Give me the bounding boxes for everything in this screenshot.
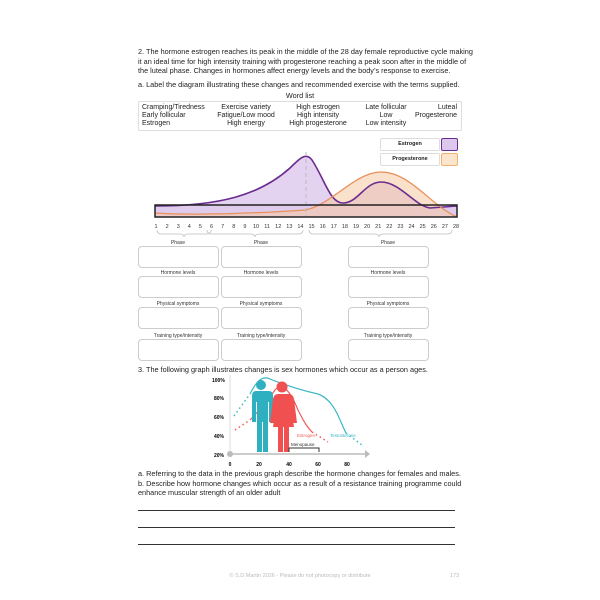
legend-progesterone-swatch xyxy=(441,153,458,166)
page-number: 173 xyxy=(450,573,460,579)
day-label: 3 xyxy=(176,224,180,230)
answer-box[interactable] xyxy=(221,307,302,329)
box-label: Hormone levels xyxy=(243,270,279,276)
day-label: 24 xyxy=(408,224,415,230)
day-label: 16 xyxy=(319,224,326,230)
y-tick: 80% xyxy=(214,396,225,402)
question-3-text: 3. The following graph illustrates changes is sex hormones which occur as a person ages. xyxy=(138,365,428,374)
day-label: 14 xyxy=(297,224,304,230)
day-label: 2 xyxy=(165,224,169,230)
y-tick: 60% xyxy=(214,415,225,421)
answer-box[interactable] xyxy=(348,276,429,298)
word: High estrogen xyxy=(296,104,340,111)
answer-box[interactable] xyxy=(221,339,302,361)
footer-copyright: © S.D Martin 2026 - Please do not photocopy or distribute xyxy=(229,573,371,579)
answer-box[interactable] xyxy=(348,339,429,361)
day-label: 11 xyxy=(264,224,270,230)
q2-line: it an ideal time for high intensity training with progesterone reaching a peak soon after in the middle of xyxy=(138,56,467,66)
word: Low intensity xyxy=(365,120,407,128)
q2-line: 2. The hormone estrogen reaches its peak in the middle of the 28 day female reproductive cycle making xyxy=(138,47,473,56)
answer-line[interactable] xyxy=(138,510,455,511)
word: Fatigue/Low mood xyxy=(217,112,275,120)
brace-late-follicular xyxy=(207,230,303,237)
menopause-bracket xyxy=(289,448,319,452)
answer-box[interactable] xyxy=(138,307,219,329)
menopause-label: Menopause xyxy=(291,442,315,447)
legend-progesterone: Progesterone xyxy=(380,153,440,166)
day-label: 18 xyxy=(341,224,348,230)
day-label: 27 xyxy=(441,224,448,230)
x-axis-arrow xyxy=(365,450,370,458)
testosterone-dotted-early xyxy=(234,394,250,416)
word: High intensity xyxy=(296,112,340,120)
word: Progesterone xyxy=(414,112,457,120)
day-label: 7 xyxy=(221,224,225,230)
word: Exercise variety xyxy=(221,104,271,111)
day-label: 6 xyxy=(210,224,214,230)
answer-box[interactable] xyxy=(138,246,219,268)
estrogen-dotted-early xyxy=(235,420,250,430)
day-label: 25 xyxy=(419,224,426,230)
box-label: Hormone levels xyxy=(160,270,196,276)
estrogen-curve-label: Estrogen xyxy=(297,433,316,438)
age-hormone-graph xyxy=(0,370,600,470)
word: Cramping/Tiredness xyxy=(142,104,205,111)
answer-box[interactable] xyxy=(221,276,302,298)
answer-line[interactable] xyxy=(138,527,455,528)
box-label: Training type/intensity xyxy=(236,333,286,339)
answer-box[interactable] xyxy=(138,276,219,298)
day-label: 22 xyxy=(386,224,393,230)
answer-box[interactable] xyxy=(348,307,429,329)
q3-part-a: a. Referring to the data in the previous graph describe the hormone changes for females and males. xyxy=(138,469,461,478)
x-tick: 20 xyxy=(256,462,262,468)
y-tick: 40% xyxy=(214,434,225,440)
origin-dot xyxy=(227,451,233,457)
word-list-title: Word list xyxy=(285,90,315,100)
answer-line[interactable] xyxy=(138,544,455,545)
answer-box[interactable] xyxy=(138,339,219,361)
word: Low xyxy=(379,112,393,120)
word: Early follicular xyxy=(142,112,186,120)
x-tick: 40 xyxy=(286,462,292,468)
day-label: 26 xyxy=(430,224,437,230)
y-tick: 20% xyxy=(214,453,225,459)
male-figure-icon xyxy=(252,380,273,452)
day-label: 13 xyxy=(286,224,293,230)
word: Late follicular xyxy=(365,104,407,111)
day-label: 8 xyxy=(232,224,236,230)
box-label: Training type/intensity xyxy=(153,333,203,339)
answer-box[interactable] xyxy=(348,246,429,268)
day-label: 20 xyxy=(364,224,371,230)
box-label: Physical symptoms xyxy=(239,301,283,307)
q2-part-a: a. Label the diagram illustrating these changes and recommended exercise with the terms supplied. xyxy=(138,80,460,89)
day-label: 15 xyxy=(308,224,315,230)
day-label: 5 xyxy=(198,224,202,230)
day-label: 28 xyxy=(452,224,460,230)
day-label: 12 xyxy=(275,224,282,230)
testosterone-curve-label: Testosterone xyxy=(330,433,356,438)
q3-part-b: enhance muscular strength of an older adult xyxy=(138,488,281,498)
day-label: 4 xyxy=(187,224,191,230)
word: High energy xyxy=(227,120,265,128)
legend-estrogen: Estrogen xyxy=(380,138,440,151)
day-label: 19 xyxy=(352,224,360,230)
brace-early-follicular xyxy=(157,230,211,237)
day-label: 23 xyxy=(397,224,404,230)
x-tick: 80 xyxy=(344,462,350,468)
word: Estrogen xyxy=(142,120,171,128)
box-label: Physical symptoms xyxy=(156,301,200,307)
day-label: 17 xyxy=(330,224,337,230)
box-label: Hormone levels xyxy=(370,270,406,276)
box-label: Phase xyxy=(380,240,396,246)
box-label: Phase xyxy=(253,240,269,246)
q2-line: the luteal phase. Changes in hormones affect energy levels and the body’s response to exercise. xyxy=(138,66,451,76)
question-3-parts xyxy=(138,469,461,498)
hormone-cycle-diagram xyxy=(0,0,600,240)
x-tick: 0 xyxy=(228,462,232,468)
y-tick: 100% xyxy=(212,378,225,384)
brace-luteal xyxy=(309,230,452,237)
day-label: 21 xyxy=(375,224,382,230)
day-label: 9 xyxy=(243,224,247,230)
q3-part-b: b. Describe how hormone changes which occur as a result of a resistance training programme could xyxy=(138,478,462,488)
word: Luteal xyxy=(437,104,457,111)
box-label: Phase xyxy=(170,240,186,246)
word: High progesterone xyxy=(289,120,347,128)
day-label: 10 xyxy=(252,224,260,230)
x-tick: 60 xyxy=(315,462,321,468)
box-label: Physical symptoms xyxy=(366,301,410,307)
legend-estrogen-swatch xyxy=(441,138,458,151)
box-label: Training type/intensity xyxy=(363,333,413,339)
day-label: 1 xyxy=(154,224,158,230)
answer-box[interactable] xyxy=(221,246,302,268)
